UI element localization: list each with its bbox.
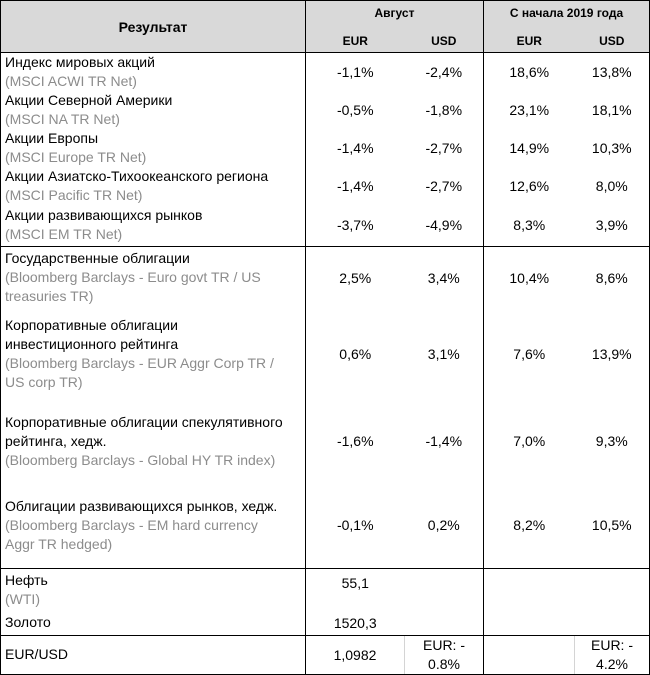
aug-eur-value: 2,5%: [306, 246, 405, 309]
index-name-line: (Bloomberg Barclays - Euro govt TR / US: [5, 269, 261, 286]
fx-value: 1,0982: [306, 635, 405, 674]
row-name-line: рейтинга, хедж.: [5, 432, 107, 449]
aug-usd-value: 3,1%: [405, 309, 484, 399]
row-name: Индекс мировых акций: [5, 54, 155, 70]
index-name-line: (Bloomberg Barclays - EUR Aggr Corp TR /: [5, 355, 274, 371]
row-name-cell: [1, 483, 306, 568]
index-name-line: Aggr TR hedged): [5, 535, 113, 552]
table-row-fx: [1, 635, 650, 674]
oil-value: 55,1: [306, 568, 405, 611]
table-body: [1, 1, 650, 675]
table-row-oil: [1, 568, 650, 611]
table-row: [1, 309, 650, 399]
fx-aug-line: 0.8%: [428, 655, 460, 672]
row-name: Акции развивающихся рынков: [5, 207, 203, 224]
aug-usd-value: -2,7%: [405, 167, 484, 205]
row-name: Акции Северной Америки: [5, 92, 173, 108]
row-name-line: инвестиционного рейтинга: [5, 336, 179, 352]
fx-ytd-line: EUR: -: [591, 636, 633, 653]
table-row: [1, 205, 650, 246]
table-row-gold: [1, 611, 650, 635]
index-name: (MSCI NA TR Net): [5, 111, 120, 127]
aug-usd-value: -4,9%: [405, 205, 484, 246]
aug-eur-value: -1,6%: [336, 433, 374, 449]
table-row: [1, 129, 650, 167]
ytd-usd-value: 18,1%: [575, 91, 650, 129]
ytd-eur-value: 7,0%: [513, 433, 546, 449]
empty-cell: [484, 611, 575, 635]
ytd-eur-value: 10,4%: [484, 246, 575, 309]
index-name-line: US corp TR): [5, 374, 83, 390]
gold-value: 1520,3: [333, 614, 377, 631]
index-name: (MSCI ACWI TR Net): [5, 73, 137, 89]
empty-cell: [405, 568, 484, 611]
table-row: [1, 91, 650, 129]
aug-usd-value: 0,2%: [405, 483, 484, 568]
ytd-usd-value: 10,3%: [575, 129, 650, 167]
aug-usd-value: -2,4%: [405, 53, 484, 92]
header-row-top: [1, 1, 650, 30]
ytd-eur-value: 12,6%: [509, 178, 550, 194]
ytd-usd-value: 13,9%: [575, 309, 650, 399]
aug-eur-value: -0,1%: [336, 517, 374, 534]
aug-eur-value: -3,7%: [336, 217, 374, 234]
row-name-cell: [1, 568, 306, 611]
index-name: (MSCI Pacific TR Net): [5, 187, 143, 203]
aug-usd-header: USD: [405, 30, 484, 53]
index-name: (WTI): [5, 590, 40, 607]
ytd-usd-value: 13,8%: [575, 53, 650, 92]
ytd-eur-value: 18,6%: [509, 64, 550, 80]
table-row: [1, 483, 650, 568]
empty-cell: [484, 635, 575, 674]
aug-eur-value: -1,4%: [336, 178, 374, 194]
aug-usd-value: -2,7%: [405, 129, 484, 167]
row-name-cell: [1, 53, 306, 92]
empty-cell: [484, 568, 575, 611]
index-name-line: (Bloomberg Barclays - Global HY TR index): [5, 451, 276, 468]
ytd-usd-value: 9,3%: [575, 399, 650, 483]
ytd-eur-header: EUR: [484, 30, 575, 53]
table-row: [1, 246, 650, 309]
row-name-cell: [1, 246, 306, 309]
aug-eur-value: -1,4%: [336, 140, 374, 156]
row-name: Акции Европы: [5, 130, 99, 146]
row-name-cell: [1, 205, 306, 246]
row-name-line: Корпоративные облигации: [5, 317, 178, 333]
index-name: (MSCI Europe TR Net): [5, 149, 147, 165]
row-name: Акции Азиатско-Тихоокеанского региона: [5, 168, 269, 184]
ytd-eur-value: 23,1%: [509, 102, 550, 118]
aug-usd-value: 3,4%: [405, 246, 484, 309]
aug-eur-value: -0,5%: [336, 102, 374, 118]
row-name-cell: [1, 611, 306, 635]
table-row: [1, 167, 650, 205]
row-name-cell: [1, 167, 306, 205]
row-name-cell: [1, 309, 306, 399]
aug-eur-value: 0,6%: [339, 346, 372, 362]
empty-cell: [405, 611, 484, 635]
ytd-eur-value: 8,3%: [513, 217, 546, 234]
row-name: EUR/USD: [1, 635, 306, 674]
fx-aug-line: EUR: -: [423, 636, 465, 653]
empty-cell: [575, 568, 650, 611]
index-name: (MSCI EM TR Net): [5, 226, 123, 243]
ytd-usd-value: 3,9%: [575, 205, 650, 246]
row-name-line: Облигации развивающихся рынков, хедж.: [5, 497, 278, 514]
row-name: Золото: [5, 614, 51, 631]
result-header: Результат: [1, 1, 306, 53]
ytd-header: С начала 2019 года: [484, 1, 650, 30]
ytd-usd-header: USD: [575, 30, 650, 53]
row-name-line: Корпоративные облигации спекулятивного: [5, 413, 283, 430]
index-name-line: (Bloomberg Barclays - EM hard currency: [5, 516, 258, 533]
ytd-eur-value: 14,9%: [509, 140, 550, 156]
empty-cell: [575, 611, 650, 635]
row-name: Нефть: [5, 571, 48, 588]
row-name-cell: [1, 399, 306, 483]
aug-eur-header: EUR: [306, 30, 405, 53]
row-name-cell: [1, 129, 306, 167]
august-header: Август: [306, 1, 484, 30]
ytd-usd-value: 10,5%: [575, 483, 650, 568]
aug-usd-value: -1,8%: [405, 91, 484, 129]
fx-ytd-line: 4.2%: [596, 655, 628, 672]
fx-aug-change: [405, 635, 484, 674]
ytd-usd-value: 8,0%: [575, 167, 650, 205]
ytd-eur-value: 7,6%: [513, 346, 546, 362]
ytd-eur-value: 8,2%: [513, 517, 546, 534]
fx-ytd-change: [575, 635, 650, 674]
aug-eur-value: -1,1%: [336, 64, 374, 80]
aug-usd-value: -1,4%: [405, 399, 484, 483]
table-row: [1, 399, 650, 483]
row-name-cell: [1, 91, 306, 129]
row-name-line: Государственные облигации: [5, 250, 190, 267]
table-row: [1, 53, 650, 92]
index-name-line: treasuries TR): [5, 288, 94, 305]
ytd-usd-value: 8,6%: [575, 246, 650, 309]
